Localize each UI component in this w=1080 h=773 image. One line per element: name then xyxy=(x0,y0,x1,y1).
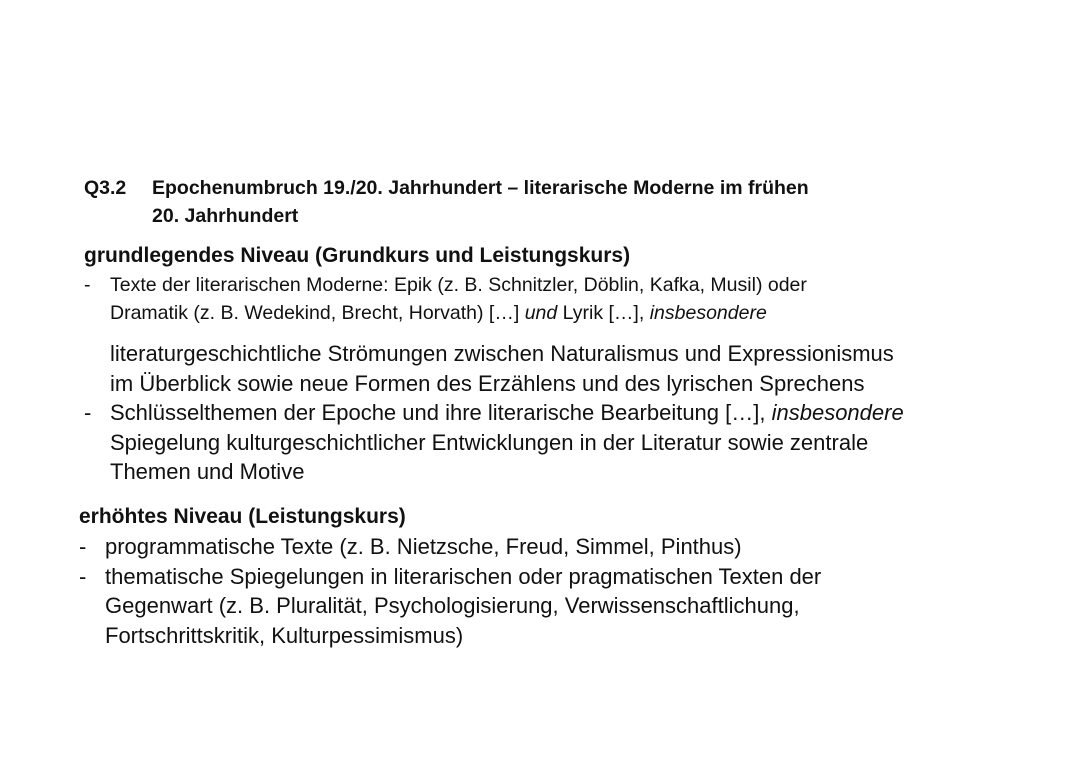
text-line: Spiegelung kulturgeschichtlicher Entwicklungen in der Literatur sowie zentrale xyxy=(110,429,869,455)
basic-item-1-line-2 xyxy=(84,299,1044,327)
text-line: Fortschrittskritik, Kulturpessimismus) xyxy=(105,622,464,648)
advanced-item-2 xyxy=(79,562,1039,592)
heading-line-1 xyxy=(84,174,809,202)
italic-segment: insbesondere xyxy=(649,302,767,324)
basic-level-title: grundlegendes Niveau (Grundkurs und Leistungskurs) xyxy=(84,244,631,267)
advanced-level-section xyxy=(79,502,1039,650)
advanced-items xyxy=(79,532,1039,650)
section-number: Q3.2 xyxy=(84,177,127,199)
text-line: literaturgeschichtliche Strömungen zwischen Naturalismus und Expressionismus xyxy=(110,341,894,366)
text-line: Gegenwart (z. B. Pluralität, Psychologisierung, Verwissenschaftlichung, xyxy=(105,593,800,618)
heading-line-2: 20. Jahrhundert xyxy=(152,205,299,227)
basic-item-1-continuation xyxy=(84,339,1044,398)
list-dash: - xyxy=(84,400,92,425)
text-line: programmatische Texte (z. B. Nietzsche, Freud, Simmel, Pinthus) xyxy=(105,534,742,559)
advanced-item-1 xyxy=(79,532,1039,562)
advanced-level-title: erhöhtes Niveau (Leistungskurs) xyxy=(79,505,406,528)
text-line: thematische Spiegelungen in literarischen oder pragmatischen Texten der xyxy=(105,563,822,589)
list-dash: - xyxy=(84,274,91,296)
text-segment: Lyrik […], xyxy=(557,302,650,324)
section-heading xyxy=(84,174,809,230)
text-segment: Schlüsselthemen der Epoche und ihre literarische Bearbeitung […], xyxy=(110,400,772,425)
basic-item-1-line-1 xyxy=(84,271,1044,299)
text-segment: Dramatik (z. B. Wedekind, Brecht, Horvath) […] xyxy=(110,302,525,324)
heading-title: Epochenumbruch 19./20. Jahrhundert – literarische Moderne im frühen xyxy=(152,177,809,199)
text-line: Texte der literarischen Moderne: Epik (z. B. Schnitzler, Döblin, Kafka, Musil) oder xyxy=(110,274,807,296)
text-line: im Überblick sowie neue Formen des Erzählens und des lyrischen Sprechens xyxy=(110,370,865,396)
basic-item-2 xyxy=(84,398,1044,487)
basic-item-2-line-1 xyxy=(84,398,1044,428)
list-dash: - xyxy=(79,534,87,559)
list-dash: - xyxy=(79,563,87,589)
italic-segment: insbesondere xyxy=(771,400,904,425)
text-line: Themen und Motive xyxy=(110,459,305,484)
italic-segment: und xyxy=(524,302,558,324)
basic-level-section xyxy=(84,241,1044,487)
basic-item-1 xyxy=(84,271,1044,327)
